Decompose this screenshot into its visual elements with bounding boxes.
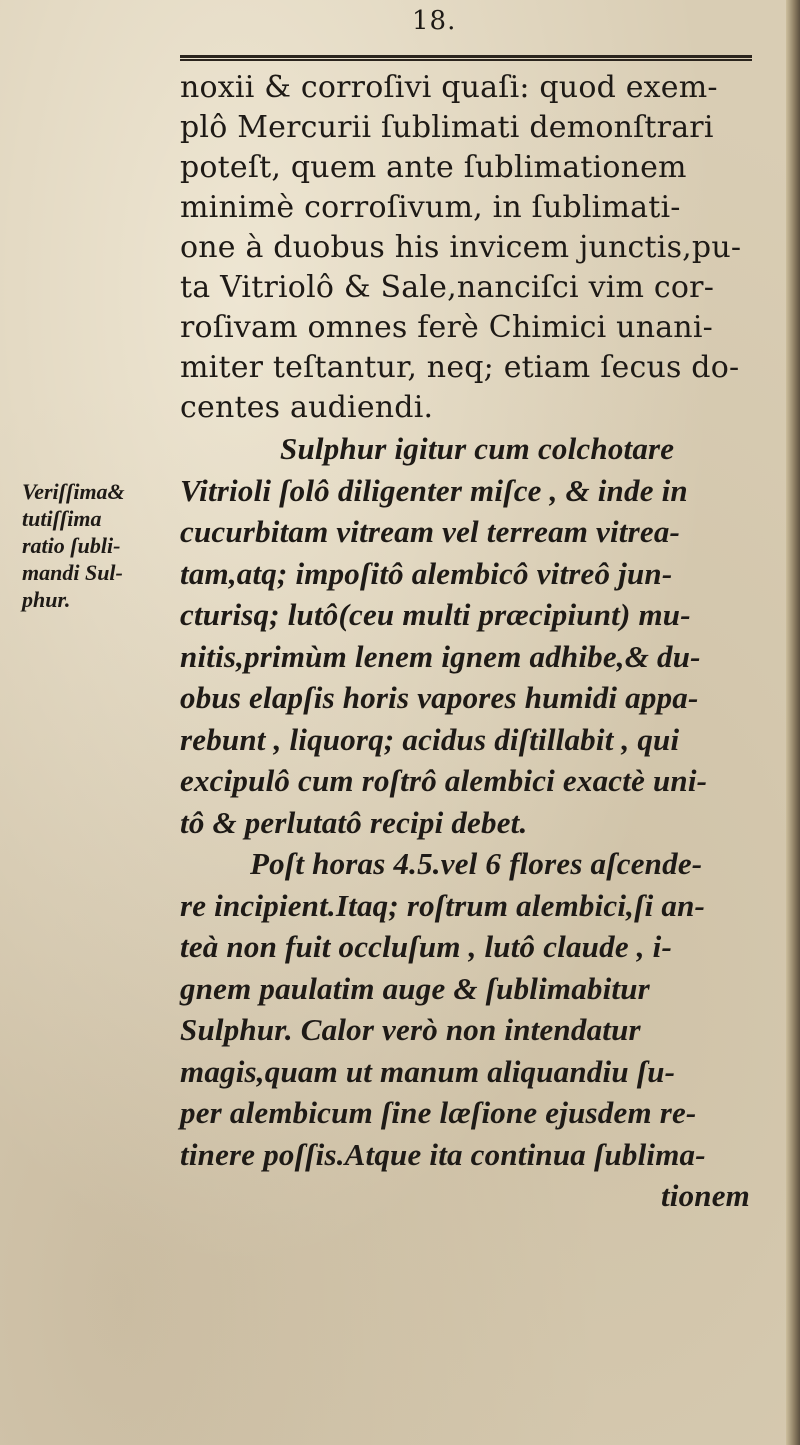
text-line: re incipient.Itaq; roſtrum alembici,ſi an- [180, 887, 706, 923]
text-line: per alembicum ſine læſione ejusdem re- [180, 1095, 697, 1130]
text-line: obus elapſis horis vapores humidi appa- [180, 680, 699, 715]
text-line: tinere poſſis.Atque ita continua ſublima- [180, 1136, 706, 1172]
text-line: minimè corroſivum, in ſublimati- [180, 190, 681, 225]
catchword: tionem [660, 1178, 750, 1213]
text-line: magis,quam ut manum aliquandiu ſu- [180, 1053, 676, 1089]
page-edge [786, 0, 800, 1445]
margin-note-line: tutiſſima [22, 506, 102, 531]
text-line: Sulphur igitur cum colchotare [280, 431, 675, 466]
text-line: noxii & corroſivi quaſi: quod exem- [180, 70, 718, 105]
text-line: gnem paulatim auge & ſublimabitur [180, 970, 650, 1006]
page-number: 18. [412, 6, 457, 36]
text-line: tam,atq; impoſitô alembicô vitreô jun- [180, 555, 673, 591]
text-line: Poſt horas 4.5.vel 6 flores aſcende- [250, 846, 703, 881]
text-line: excipulô cum roſtrô alembici exactè uni- [180, 763, 708, 798]
text-line: Vitrioli ſolô diligenter miſce , & inde in [180, 472, 688, 508]
text-line: cturisq; lutô(ceu multi præcipiunt) mu- [180, 597, 691, 632]
header-rule [180, 55, 752, 61]
text-line: tô & perlutatô recipi debet. [180, 804, 528, 840]
text-line: nitis,primùm lenem ignem adhibe,& du- [180, 638, 701, 674]
margin-note-line: mandi Sul- [22, 560, 123, 585]
text-line: rebunt , liquorq; acidus diſtillabit , qui [180, 721, 680, 757]
margin-note-line: phur. [22, 587, 71, 612]
text-line: teà non fuit occluſum , lutô claude , i- [180, 929, 672, 964]
text-line: cucurbitam vitream vel terream vitrea- [180, 514, 681, 549]
text-line: roſivam omnes ferè Chimici unani- [180, 310, 713, 345]
text-line: miter teſtantur, neq; etiam ſecus do- [180, 350, 740, 385]
body-text [180, 68, 770, 1217]
text-line: Sulphur. Calor verò non intendatur [180, 1012, 641, 1047]
text-line: poteſt, quem ante ſublimationem [180, 150, 687, 185]
margin-note-line: ratio ſubli- [22, 533, 121, 558]
text-line: plô Mercurii ſublimati demonſtrari [180, 110, 714, 145]
text-line: ta Vitriolô & Sale,nanciſci vim cor- [180, 270, 715, 305]
text-line: centes audiendi. [180, 390, 434, 425]
text-line: one à duobus his invicem junctis,pu- [180, 230, 742, 265]
margin-note-line: Veriſſima& [22, 479, 125, 504]
margin-note [22, 478, 182, 613]
